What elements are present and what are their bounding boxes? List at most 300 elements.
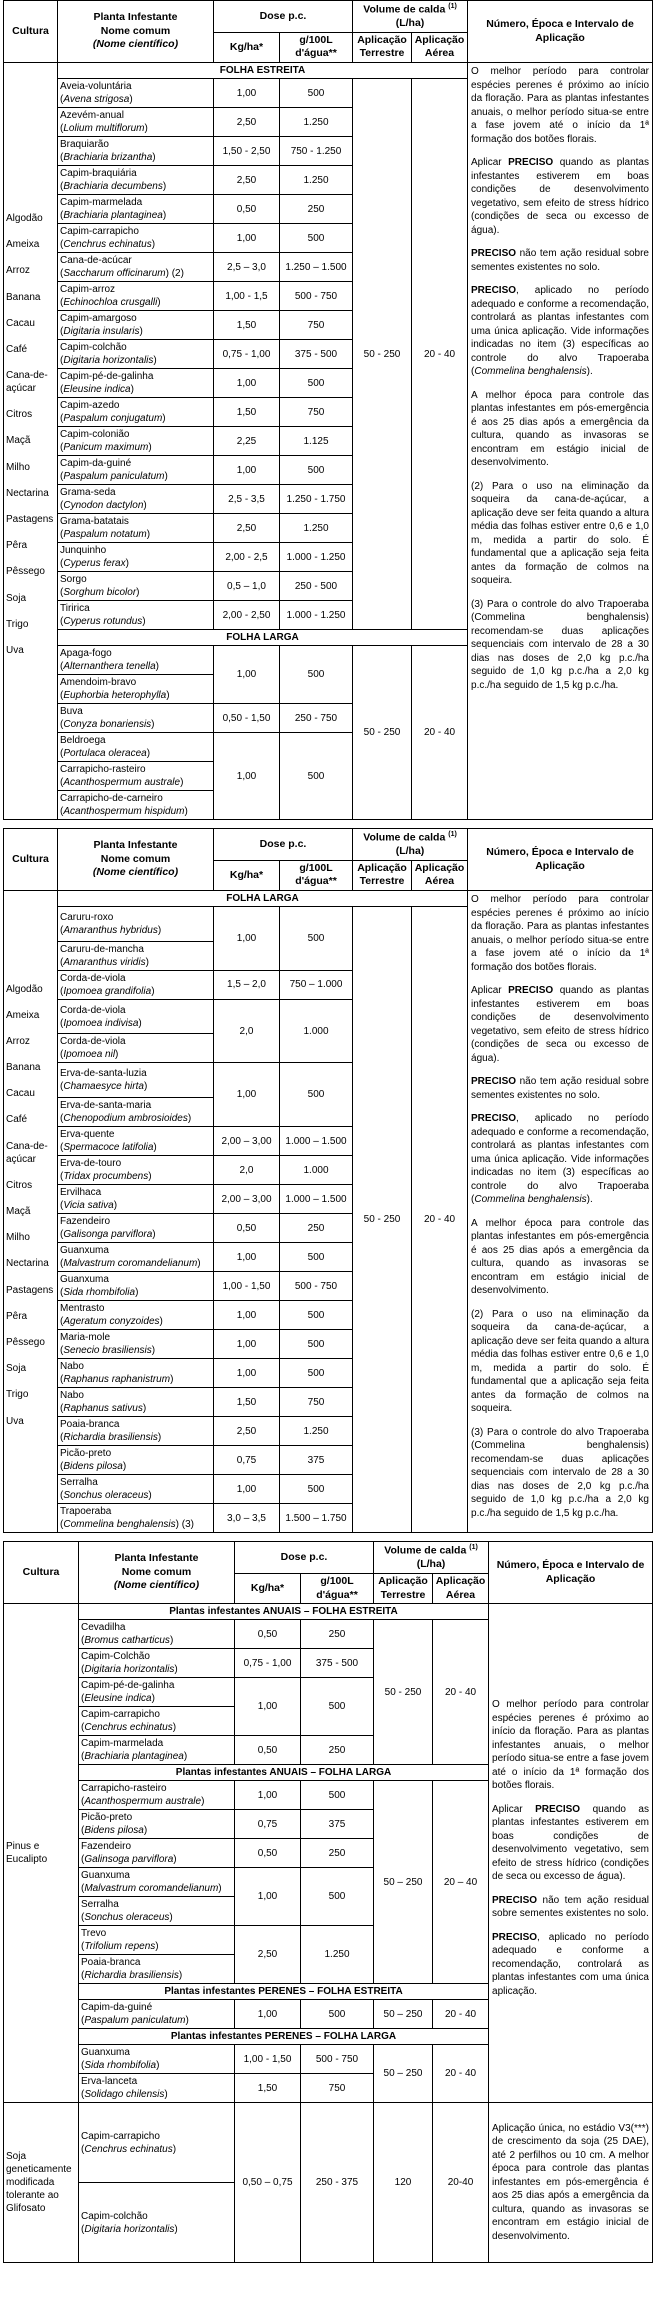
common-name: Capim-da-guiné [81,2002,153,2014]
dose-kg: 1,00 [214,646,280,704]
scientific-name: Ipomoea nil [63,1049,116,1061]
dose-g100: 500 [301,2000,374,2029]
product-name: PRECISO [508,157,554,169]
plant-name: Capim-colchão (Digitaria horizontalis) [60,342,157,367]
col-g100: g/100L d'água** [280,32,353,62]
plant-name: Capim-azedo (Paspalum conjugatum) [60,400,166,425]
plant-name: Guanxuma (Sida rhombifolia) [81,2047,160,2072]
col-g100: g/100L d'água** [280,860,353,890]
common-name: Capim-carrapicho [81,2130,160,2142]
dose-g100: 250 - 500 [280,572,353,601]
plant-name: Capim-carrapicho (Cenchrus echinatus) [81,2130,177,2155]
plant-name: Ervilhaca (Vicia sativa) [60,1187,118,1212]
scientific-name: Echinochloa crusgalli [63,297,158,309]
scientific-name: Ageratum conyzoides [63,1316,160,1328]
col-kg: Kg/ha* [214,860,280,890]
note-p4: PRECISO, aplicado no período adequado e conforme a recomendação, controlará as plantas infestantes com uma única aplicação. [492,1931,649,1997]
plant-name: Carrapicho-de-carneiro (Acanthospermum hispidum) [60,793,188,818]
common-name: Serralha [81,1899,119,1911]
dose-g100: 375 [280,1446,353,1475]
scientific-name: Paspalum conjugatum [63,413,163,425]
common-name: Corda-de-viola [60,1036,126,1048]
dose-g100: 250 - 750 [280,704,353,733]
volume-aerea: 20-40 [433,2103,489,2263]
scientific-name: Avena strigosa [63,94,130,106]
dose-kg: 2,50 [214,108,280,137]
scientific-name: Solidago chilensis [84,2089,165,2101]
dose-kg: 1,00 [214,456,280,485]
dose-kg: 2,25 [214,427,280,456]
dose-g100: 500 [280,733,353,820]
scientific-name: Digitaria horizontalis [84,1664,175,1676]
scientific-name: Ipomoea grandifolia [63,985,152,997]
common-name: Poaia-branca [60,1419,120,1431]
note-p7: (3) Para o controle do alvo Trapoeraba (Commelina benghalensis) recomendam-se duas aplicações sequenciais com intervalo de 28 a 30 dias nas doses de 2,0 kg p.c./ha seguido de 1,0 kg p.c./ha a 2,0 kg p.c./ha seguido de 1,5 kg p.c./ha. [471,1426,649,1519]
section-title: Plantas infestantes ANUAIS – FOLHA LARGA [79,1765,489,1781]
common-name: Maria-mole [60,1332,111,1344]
col-terrestre: Aplicação Terrestre [353,860,412,890]
dose-kg: 1,00 [214,907,280,971]
plant-name: Carrapicho-rasteiro (Acanthospermum australe) [81,1783,205,1808]
scientific-name: Brachiaria plantaginea [63,210,163,222]
scientific-name: Sonchus oleraceus [63,1490,149,1502]
volume-terrestre: 50 – 250 [374,2045,433,2103]
plant-name: Amendoim-bravo (Euphorbia heterophylla) [60,677,170,702]
scientific-name: Cyperus rotundus [63,616,143,628]
note-p2: Aplicar PRECISO quando as plantas infestantes estiverem em boas condições de desenvolvimento vegetativo, sem efeito de stress hídrico (condições de seca ou excesso de água). [492,1803,649,1883]
plant-name: Capim-pé-de-galinha (Eleusine indica) [60,371,154,396]
plant-name: Nabo (Raphanus raphanistrum) [60,1361,174,1386]
common-name: Carrapicho-rasteiro [81,1783,167,1795]
plant-name: Erva-de-santa-luzia (Chamaesyce hirta) [60,1068,148,1093]
scientific-name: Malvastrum coromandelianum [63,1258,198,1270]
cultura-item: Café [6,343,28,355]
dose-kg: 1,00 [214,1243,280,1272]
dose-g100: 500 [280,1330,353,1359]
dose-kg: 0,50 [214,1214,280,1243]
dose-kg: 2,0 [214,999,280,1063]
cultura-item: Cana-de-açúcar [6,370,48,395]
dose-g100: 500 [301,1678,374,1736]
plant-name: Trapoeraba (Commelina benghalensis) (3) [60,1506,194,1531]
col-kg: Kg/ha* [235,1573,301,1603]
scientific-name: Tridax procumbens [63,1171,149,1183]
plant-name: Capim-marmelada (Brachiaria plantaginea) [60,197,167,222]
dose-g100: 1.250 [280,1417,353,1446]
scientific-name: Richardia brasiliensis [63,1432,158,1444]
dose-kg: 1,00 - 1,5 [214,282,280,311]
section-title: FOLHA ESTREITA [58,63,468,79]
cultura-item: Café [6,1114,28,1126]
plant-name: Braquiarão (Brachiaria brizantha) [60,139,156,164]
common-name: Guanxuma [81,2047,130,2059]
scientific-name: Cenchrus echinatus [84,1722,173,1734]
plant-name: Corda-de-viola (Ipomoea nil) [60,1036,126,1061]
plant-name: Azevém-anual (Lolium multiflorum) [60,110,148,135]
col-cultura: Cultura [4,1,58,63]
col-cultura: Cultura [4,829,58,891]
col-volume: Volume de calda $^{(1)}$ (L/ha) [353,829,468,861]
common-name: Capim-colonião [60,429,130,441]
common-name: Capim-carrapicho [60,226,139,238]
common-name: Trapoeraba [60,1506,112,1518]
volume-terrestre: 50 - 250 [353,907,412,1533]
dose-g100: 500 [301,1781,374,1810]
scientific-name: Sida rhombifolia [63,1287,136,1299]
plant-name: Serralha (Sonchus oleraceus) [81,1899,173,1924]
dose-g100: 500 [301,1868,374,1926]
cultura-item: Pastagens [6,514,54,526]
scientific-name: Raphanus raphanistrum [63,1374,171,1386]
common-name: Mentrasto [60,1303,105,1315]
plant-name: Sorgo (Sorghum bicolor) [60,574,140,599]
product-name: PRECISO [471,285,517,297]
dose-kg: 2,00 – 3,00 [214,1185,280,1214]
common-name: Capim-colchão [81,2210,148,2222]
common-name: Capim-amargoso [60,313,137,325]
plant-name: Caruru-roxo (Amaranthus hybridus) [60,911,162,936]
product-name: PRECISO [492,1931,538,1943]
cultura-item: Arroz [6,265,30,277]
note-p6: (2) Para o uso na eliminação da soqueira da cana-de-açúcar, a aplicação deve ser feita quando a altura média das folhas estiver entre 0,6 e 1,0 m, medida a partir do solo. É fundamental que a aplicação seja feita antes da formação de colmos na soqueira. [471,1308,649,1415]
dose-kg: 1,00 [214,733,280,820]
common-name: Braquiarão [60,139,109,151]
plant-name: Poaia-branca (Richardia brasiliensis) [81,1957,183,1982]
dose-kg: 1,00 - 1,50 [235,2045,301,2074]
plant-name: Trevo (Trifolium repens) [81,1928,159,1953]
scientific-name: Commelina benghalensis [63,1519,176,1531]
plant-name: Erva-de-touro (Tridax procumbens) [60,1158,152,1183]
scientific-name: Senecio brasiliensis [63,1345,152,1357]
product-name: PRECISO [508,985,554,997]
plant-name: Maria-mole (Senecio brasiliensis) [60,1332,156,1357]
note-p1: O melhor período para controlar espécies perenes é próximo ao início da floração. Para as plantas infestantes anuais, o melhor período situa-se entre a fase jovem até o início da 1ª formação dos botões florais. [492,1699,649,1792]
dose-g100: 250 [280,1214,353,1243]
application-notes [489,1604,653,2103]
dose-g100: 1.250 [280,514,353,543]
col-g100: g/100L d'água** [301,1573,374,1603]
dose-g100: 1.250 [280,166,353,195]
dose-kg: 1,00 [235,1781,301,1810]
scientific-name: Euphorbia heterophylla [63,690,167,702]
plant-name: Serralha (Sonchus oleraceus) [60,1477,152,1502]
volume-terrestre: 50 – 250 [374,2000,433,2029]
volume-terrestre: 50 - 250 [374,1620,433,1765]
cultura-item: Banana [6,291,41,303]
volume-terrestre: 120 [374,2103,433,2263]
dose-kg: 2,00 - 2,50 [214,601,280,630]
common-name: Capim-arroz [60,284,116,296]
common-name: Serralha [60,1477,98,1489]
section-title: FOLHA LARGA [58,630,468,646]
common-name: Erva-de-santa-luzia [60,1068,147,1080]
table-1 [3,0,653,820]
plant-name: Capim-arroz (Echinochloa crusgalli) [60,284,161,309]
dose-g100: 750 [280,311,353,340]
plant-name: Corda-de-viola (Ipomoea grandifolia) [60,972,155,997]
dose-g100: 1.000 [280,999,353,1063]
scientific-name: Portulaca oleracea [63,748,147,760]
plant-name: Tiririca (Cyperus rotundus) [60,603,146,628]
plant-name: Capim-da-guiné (Paspalum paniculatum) [60,458,168,483]
dose-g100: 500 [280,1063,353,1127]
dose-kg: 3,0 – 3,5 [214,1504,280,1533]
common-name: Picão-preto [81,1812,133,1824]
dose-g100: 250 [301,1620,374,1649]
cultura-item: Citros [6,1179,33,1191]
plant-name: Apaga-fogo (Alternanthera tenella) [60,648,159,673]
note-p2: Aplicar PRECISO quando as plantas infestantes estiverem em boas condições de desenvolvimento vegetativo, sem efeito de stress hídrico (condições de seca ou excesso de água). [471,985,649,1064]
dose-g100: 1.500 – 1.750 [280,1504,353,1533]
common-name: Caruru-de-mancha [60,943,144,955]
product-name: PRECISO [492,1894,538,1906]
dose-kg: 2,50 [235,1926,301,1984]
common-name: Capim-azedo [60,400,120,412]
cultura-item: Arroz [6,1035,30,1047]
cultura-item: Pêssego [6,1336,45,1348]
dose-kg: 0,50 – 0,75 [235,2103,301,2263]
dose-kg: 2,0 [214,1156,280,1185]
scientific-name: Trifolium repens [84,1941,156,1953]
common-name: Capim-marmelada [60,197,143,209]
plant-name: Buva (Conyza bonariensis) [60,706,155,731]
plant-name: Capim-marmelada (Brachiaria plantaginea) [81,1738,188,1763]
dose-g100: 500 [280,79,353,108]
common-name: Cevadilha [81,1622,126,1634]
scientific-name: Richardia brasiliensis [84,1970,179,1982]
dose-kg: 1,00 [214,1063,280,1127]
scientific-name: Chamaesyce hirta [63,1081,144,1093]
col-planta: Planta Infestante Nome comum (Nome científico) [58,829,214,891]
scientific-name: Bidens pilosa [63,1461,123,1473]
volume-aerea: 20 - 40 [412,907,468,1533]
dose-g100: 375 - 500 [280,340,353,369]
col-aerea: Aplicação Aérea [433,1573,489,1603]
cultura-item: Trigo [6,618,29,630]
common-name: Capim-Colchão [81,1651,150,1663]
plant-name: Grama-seda (Cynodon dactylon) [60,487,147,512]
cultura-cell [4,891,58,1533]
note-p1: O melhor período para controlar espécies perenes é próximo ao início da floração. Para as plantas infestantes anuais, o melhor período situa-se entre a fase jovem até o início da 1ª formação dos botões florais. [471,66,649,145]
note-p6: (2) Para o uso na eliminação da soqueira da cana-de-açúcar, a aplicação deve ser feita quando a altura média das folhas estiver entre 0,6 e 1,0 m, medida a partir do solo. É fundamental que a aplicação seja feita antes da formação de colmos na soqueira. [471,480,649,587]
product-name: PRECISO [471,1113,517,1125]
dose-g100: 1.000 - 1.250 [280,543,353,572]
cultura-item: Soja [6,592,27,604]
common-name: Amendoim-bravo [60,677,137,689]
common-name: Corda-de-viola [60,972,126,984]
common-name: Erva-de-santa-maria [60,1100,152,1112]
cultura-item: Uva [6,644,24,656]
scientific-name: Malvastrum coromandelianum [84,1883,219,1895]
dose-g100: 1.000 – 1.500 [280,1185,353,1214]
plant-name: Aveia-voluntária (Avena strigosa) [60,81,133,106]
dose-kg: 1,00 [214,1359,280,1388]
dose-g100: 500 [280,1475,353,1504]
plant-name: Capim-colonião (Panicum maximum) [60,429,152,454]
cultura-cell: Pinus e Eucalipto [4,1604,79,2103]
dose-g100: 500 - 750 [301,2045,374,2074]
scientific-name: Bidens pilosa [84,1825,144,1837]
scientific-name: Brachiaria brizantha [63,152,153,164]
plant-name: Guanxuma (Malvastrum coromandelianum) [60,1245,201,1270]
scientific-name: Cynodon dactylon [63,500,144,512]
scientific-name: Cenchrus echinatus [63,239,152,251]
plant-name: Mentrasto (Ageratum conyzoides) [60,1303,163,1328]
plant-name: Picão-preto (Bidens pilosa) [60,1448,127,1473]
dose-kg: 2,00 - 2,5 [214,543,280,572]
scientific-name: Raphanus sativus [63,1403,143,1415]
col-kg: Kg/ha* [214,32,280,62]
dose-g100: 750 [301,2074,374,2103]
dose-kg: 1,50 - 2,50 [214,137,280,166]
scientific-name: Eleusine indica [63,384,131,396]
scientific-name: Digitaria horizontalis [84,2223,175,2235]
plant-name: Capim-da-guiné (Paspalum paniculatum) [81,2002,189,2027]
plant-name: Guanxuma (Malvastrum coromandelianum) [81,1870,222,1895]
common-name: Guanxuma [81,1870,130,1882]
dose-kg: 0,50 [214,195,280,224]
cultura-item: Maçã [6,435,31,447]
dose-g100: 250 [301,1736,374,1765]
dose-kg: 1,00 [214,224,280,253]
common-name: Aveia-voluntária [60,81,132,93]
scientific-name: Amaranthus viridis [63,956,146,968]
cultura-item: Cana-de-açúcar [6,1140,48,1165]
scientific-name: Conyza bonariensis [63,719,152,731]
scientific-name: Sorghum bicolor [63,587,137,599]
dose-g100: 500 [280,907,353,971]
scientific-name: Sida rhombifolia [84,2060,157,2072]
col-aerea: Aplicação Aérea [412,860,468,890]
scientific-name: Galinsoga parviflora [84,1854,174,1866]
cultura-item: Pêra [6,540,28,552]
cultura-item: Nectarina [6,1258,49,1270]
common-name: Tiririca [60,603,90,615]
note-p3: PRECISO não tem ação residual sobre sementes existentes no solo. [471,1076,649,1101]
dose-g100: 500 [280,456,353,485]
scientific-name: Cenchrus echinatus [84,2143,173,2155]
dose-kg: 1,00 - 1,50 [214,1272,280,1301]
plant-name: Capim-colchão (Digitaria horizontalis) [81,2210,178,2235]
dose-g100: 1.250 [301,1926,374,1984]
common-name: Capim-colchão [60,342,127,354]
dose-kg: 0,75 - 1,00 [214,340,280,369]
common-name: Guanxuma [60,1274,109,1286]
scientific-name: Cyperus ferax [63,558,126,570]
dose-g100: 1.250 – 1.500 [280,253,353,282]
cultura-item: Cacau [6,1088,35,1100]
plant-name: Carrapicho-rasteiro (Acanthospermum australe) [60,764,184,789]
plant-name: Junquinho (Cyperus ferax) [60,545,129,570]
col-dose: Dose p.c. [214,829,353,861]
dose-g100: 500 - 750 [280,1272,353,1301]
plant-name: Erva-de-santa-maria (Chenopodium ambrosioides) [60,1100,192,1125]
col-volume: Volume de calda $^{(1)}$ (L/ha) [374,1542,489,1574]
common-name: Capim-da-guiné [60,458,132,470]
common-name: Cana-de-acúcar [60,255,132,267]
table-2 [3,828,653,1533]
volume-terrestre: 50 – 250 [374,1781,433,1984]
col-dose: Dose p.c. [214,1,353,33]
scientific-name: Lolium multiflorum [63,123,145,135]
plant-name: Capim-Colchão (Digitaria horizontalis) [81,1651,178,1676]
dose-g100: 500 [280,1301,353,1330]
common-name: Capim-carrapicho [81,1709,160,1721]
footnote-ref: (3) [178,1519,194,1531]
col-volume: Volume de calda $^{(1)}$ (L/ha) [353,1,468,33]
common-name: Guanxuma [60,1245,109,1257]
col-cultura: Cultura [4,1542,79,1604]
dose-kg: 2,50 [214,514,280,543]
note-p3: PRECISO não tem ação residual sobre sementes existentes no solo. [492,1894,649,1920]
product-name: PRECISO [471,1076,517,1088]
common-name: Erva-lanceta [81,2076,138,2088]
col-dose: Dose p.c. [235,1542,374,1574]
cultura-item: Uva [6,1415,24,1427]
scientific-name: Ipomoea indivisa [63,1017,139,1029]
note-p5: A melhor época para controle das plantas infestantes em pós-emergência é aos 25 dias após a emergência da cultura, quando as invasoras se encontram em estágio inicial de desenvolvimento. [471,1217,649,1297]
plant-name: Capim-braquiária (Brachiaria decumbens) [60,168,167,193]
plant-name: Capim-amargoso (Digitaria insularis) [60,313,143,338]
cultura-cell [4,63,58,820]
common-name: Grama-batatais [60,516,129,528]
plant-name: Picão-preto (Bidens pilosa) [81,1812,148,1837]
dose-kg: 1,00 [214,79,280,108]
common-name: Poaia-branca [81,1957,141,1969]
dose-g100: 250 - 375 [301,2103,374,2263]
dose-kg: 0,75 [214,1446,280,1475]
application-notes [468,63,653,820]
dose-kg: 1,50 [214,1388,280,1417]
common-name: Trevo [81,1928,107,1940]
common-name: Erva-quente [60,1129,115,1141]
scientific-name: Digitaria horizontalis [63,355,154,367]
cultura-item: Milho [6,461,30,473]
cultura-item: Ameixa [6,1009,40,1021]
common-name: Erva-de-touro [60,1158,122,1170]
note-p3: PRECISO não tem ação residual sobre sementes existentes no solo. [471,248,649,273]
dose-kg: 1,00 [214,369,280,398]
plant-name: Poaia-branca (Richardia brasiliensis) [60,1419,162,1444]
cultura-item: Ameixa [6,239,40,251]
common-name: Corda-de-viola [60,1004,126,1016]
dose-kg: 1,50 [235,2074,301,2103]
scientific-name: Amaranthus hybridus [63,924,158,936]
col-planta: Planta Infestante Nome comum (Nome científico) [58,1,214,63]
scientific-name: Vicia sativa [63,1200,114,1212]
dose-g100: 250 [301,1839,374,1868]
volume-aerea: 20 - 40 [433,2000,489,2029]
col-numero: Número, Época e Intervalo de Aplicação [468,1,653,63]
dose-kg: 0,75 - 1,00 [235,1649,301,1678]
dose-g100: 1.125 [280,427,353,456]
dose-kg: 0,50 [235,1736,301,1765]
header-row [4,1,653,33]
plant-name: Fazendeiro (Galinsoga parviflora) [81,1841,177,1866]
volume-aerea: 20 - 40 [412,646,468,820]
plant-name: Erva-quente (Spermacoce latifolia) [60,1129,157,1154]
plant-name: Guanxuma (Sida rhombifolia) [60,1274,139,1299]
note-p5: A melhor época para controle das plantas infestantes em pós-emergência é aos 25 dias após a emergência da cultura, quando as invasoras se encontram em estágio inicial de desenvolvimento. [471,389,649,469]
scientific-name: Alternanthera tenella [63,661,156,673]
common-name: Beldroega [60,735,106,747]
cultura-item: Maçã [6,1206,31,1218]
dose-kg: 1,00 [235,1868,301,1926]
dose-g100: 1.000 [280,1156,353,1185]
plant-name: Capim-carrapicho (Cenchrus echinatus) [81,1709,177,1734]
plant-name: Cevadilha (Bromus catharticus) [81,1622,174,1647]
scientific-name: Acanthospermum hispidum [63,806,185,818]
